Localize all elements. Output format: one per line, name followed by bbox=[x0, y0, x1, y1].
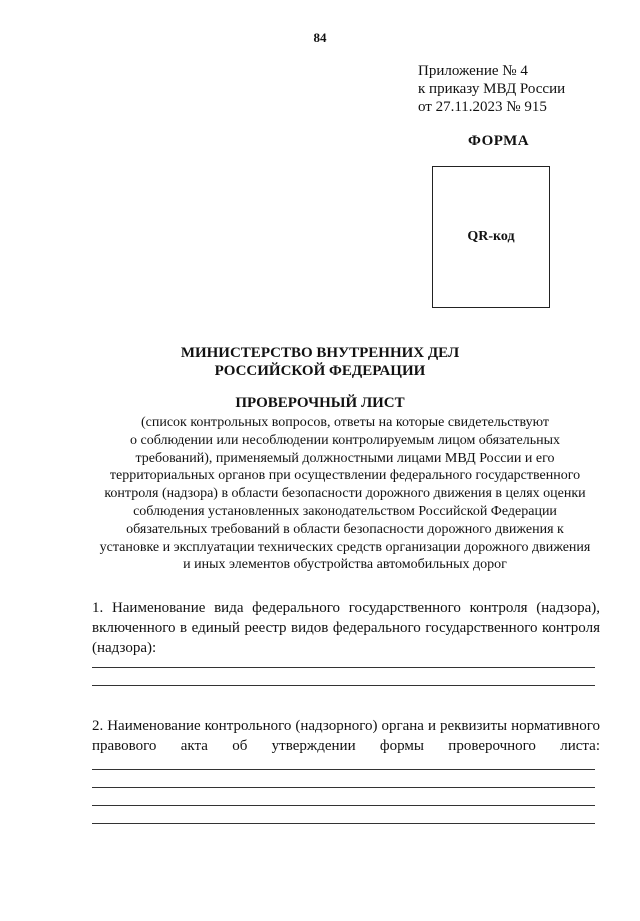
form-label: ФОРМА bbox=[468, 133, 530, 149]
section-2-fill-line[interactable] bbox=[92, 823, 595, 824]
subtitle-line: соблюдения установленных законодательством Российской Федерации bbox=[133, 503, 557, 519]
subtitle-line: (список контрольных вопросов, ответы на которые свидетельствуют bbox=[140, 415, 550, 430]
section-1-fill-line[interactable] bbox=[92, 685, 595, 686]
document-subtitle bbox=[80, 414, 610, 574]
section-1-fill-line[interactable] bbox=[92, 667, 595, 668]
section-2-line: 2. Наименование контрольного (надзорного) органа и реквизиты нормативного bbox=[92, 718, 600, 734]
qr-code-label: QR-код bbox=[467, 229, 515, 244]
subtitle-line: обязательных требований в области безопасности дорожного движения к bbox=[126, 521, 564, 537]
section-1 bbox=[92, 598, 600, 658]
appendix-line: к приказу МВД России bbox=[418, 81, 566, 97]
section-1-line: включенного в единый реестр видов федерального государственного контроля bbox=[92, 620, 600, 636]
subtitle-line: требований), применяемый должностными лицами МВД России и его bbox=[135, 450, 555, 466]
subtitle-line: установке и эксплуатации технических средств организации дорожного движения bbox=[99, 539, 591, 555]
subtitle-line: о соблюдении или несоблюдении контролируемым лицом обязательных bbox=[130, 432, 560, 448]
subtitle-line: территориальных органов при осуществлении федерального государственного bbox=[109, 468, 581, 484]
subtitle-line: контроля (надзора) в области безопасности дорожного движения в целях оценки bbox=[104, 486, 586, 502]
section-1-line: (надзора): bbox=[92, 640, 157, 656]
appendix-line: от 27.11.2023 № 915 bbox=[418, 99, 547, 115]
section-2 bbox=[92, 716, 600, 756]
page-number: 84 bbox=[313, 30, 327, 45]
document-title: ПРОВЕРОЧНЫЙ ЛИСТ bbox=[235, 395, 405, 411]
section-2-fill-line[interactable] bbox=[92, 805, 595, 806]
appendix-block bbox=[418, 62, 565, 116]
subtitle-line: и иных элементов обустройства автомобильных дорог bbox=[183, 557, 507, 573]
ministry-heading bbox=[0, 344, 640, 380]
section-2-line: правового акта об утверждении формы проверочного листа: bbox=[92, 738, 600, 754]
qr-code-placeholder bbox=[432, 166, 550, 308]
appendix-line: Приложение № 4 bbox=[418, 63, 528, 79]
ministry-line: РОССИЙСКОЙ ФЕДЕРАЦИИ bbox=[214, 363, 426, 379]
section-1-line: 1. Наименование вида федерального государственного контроля (надзора), bbox=[92, 600, 600, 616]
section-2-fill-line[interactable] bbox=[92, 787, 595, 788]
ministry-line: МИНИСТЕРСТВО ВНУТРЕННИХ ДЕЛ bbox=[180, 345, 460, 361]
section-2-fill-line[interactable] bbox=[92, 769, 595, 770]
